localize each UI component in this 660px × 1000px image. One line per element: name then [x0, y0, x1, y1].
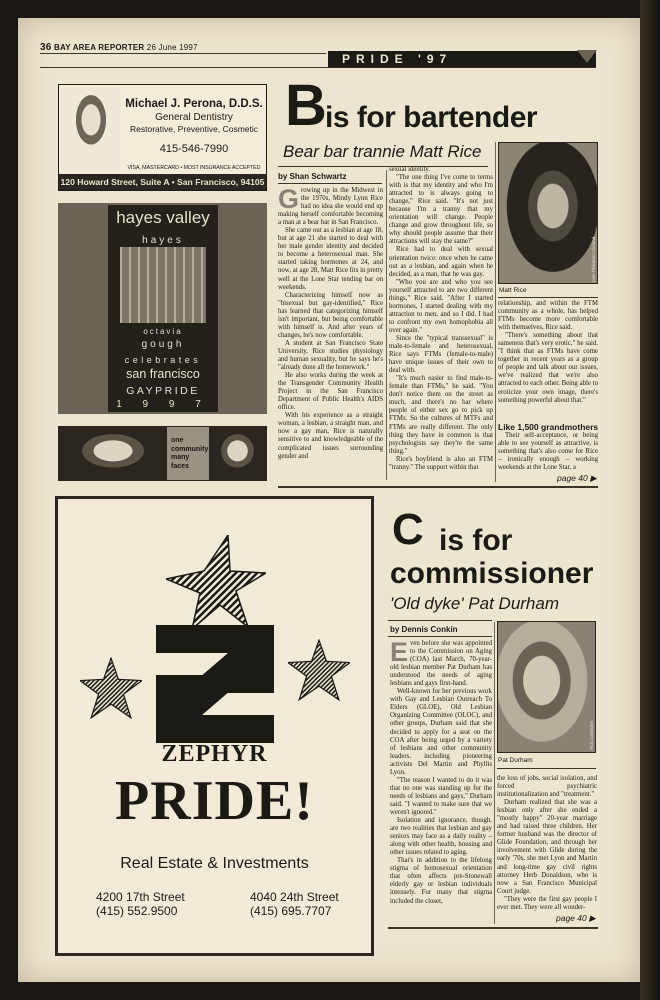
- bartender-subhead-2: Like 1,500 grandmothers: [498, 422, 599, 432]
- hayes-celebrates: celebrates: [124, 355, 202, 365]
- commissioner-paragraph: That's in addition to the lifelong stigma of homosexual orientation that often affects pre-Stonewall elderly gay or lesbian individuals intensely. For many that stigma included the closet,: [390, 857, 492, 905]
- bartender-paragraph: He also works during the week at the Transgender Community Health Project in the San Francisco Department of Public Health's AIDS office.: [278, 372, 383, 412]
- bartender-paragraph: "It's much easier to find male-to-female than FTMs," he said. "You don't notice them on the street as much, and there's no bar where people of either sex go to pick up FTMs. So the cultures of MTFs and FTMs are really different. The only thing they have in common is that psychologists say they're the same thing.": [389, 375, 493, 455]
- bartender-byline: by Shan Schwartz: [278, 172, 347, 181]
- zephyr-address-2: 4040 24th Street: [250, 890, 339, 904]
- hayes-san-francisco: san francisco: [126, 367, 200, 381]
- bartender-column-3: [498, 300, 598, 420]
- commissioner-initial: C: [392, 505, 424, 554]
- section-rule: [278, 486, 598, 488]
- commissioner-headline-1: is for: [439, 524, 513, 557]
- commissioner-column-1: [390, 640, 492, 922]
- bartender-paragraph: A student at San Francisco State University, Rice studies physiology and human sexuality, but he says he's "already done all the homework.": [278, 339, 383, 372]
- bartender-paragraph: sexual identity.: [389, 166, 431, 173]
- hayes-year: 1 9 9 7: [116, 399, 210, 410]
- photo-credit: Rick Gerharter: [589, 720, 594, 750]
- column-divider: [386, 170, 387, 480]
- zephyr-headline: PRIDE!: [115, 770, 314, 832]
- issue-date: 26 June 1997: [146, 43, 198, 52]
- publication-name: BAY AREA REPORTER: [53, 43, 145, 52]
- zephyr-phone-2: (415) 695.7707: [250, 904, 332, 918]
- star-icon: [166, 535, 266, 631]
- caption-rule: [498, 297, 598, 298]
- zephyr-ad: [55, 496, 374, 956]
- bartender-paragraph: rowing up in the Midwest in the 1970s, Mindy Lynn Rice had no idea she would end up making herself comfortable becoming a man at a bear bar in San Francisco.: [278, 187, 383, 227]
- column-divider: [494, 622, 495, 924]
- commissioner-rule: [388, 620, 492, 621]
- dentist-specialty: General Dentistry: [155, 112, 233, 123]
- dentist-phone: 415-546-7990: [159, 143, 229, 155]
- bartender-headline: is for bartender: [325, 101, 538, 134]
- hayes-valley-title: hayes valley: [116, 208, 210, 227]
- photo-caption: Pat Durham: [498, 757, 533, 764]
- community-faces-ad: [58, 426, 267, 481]
- faces-photo-left: [59, 427, 167, 480]
- bartender-paragraph: Their self-acceptance, or being able to see yourself as attractive, is something that's also come for Rice – ironically enough – working weekends at the Lone Star, a: [498, 432, 598, 472]
- faces-line-4: faces: [171, 462, 189, 470]
- caption-rule: [497, 768, 596, 769]
- faces-photo-right: [209, 427, 266, 480]
- bartender-paragraph: relationship, and within the FTM community as a whole, has helped FTMs become more comfortable with themselves, Rice said.: [498, 300, 598, 332]
- bartender-initial: B: [285, 73, 327, 138]
- hayes-valley-poster: [108, 205, 218, 412]
- commissioner-column-2: [497, 775, 597, 911]
- commissioner-paragraph: Isolation and ignorance, though, are two realities that lesbian and gay seniors may face as a daily reality – along with other health, housing and other issues related to aging.: [390, 817, 492, 857]
- street-gough: gough: [141, 339, 185, 350]
- commissioner-paragraph: the loss of jobs, social isolation, and forced psychiatric institutionalization and "treatment.": [497, 775, 597, 799]
- street-octavia: octavia: [143, 327, 183, 336]
- page-number: 36: [40, 42, 52, 53]
- photo-caption: Matt Rice: [499, 287, 527, 294]
- bartender-paragraph: Rice's boyfriend is also an FTM "tranny." The support within that: [389, 455, 493, 471]
- dentist-name: Michael J. Perona, D.D.S.: [125, 98, 263, 110]
- header-bottom-rule: [40, 67, 596, 68]
- header-rule: [40, 53, 326, 54]
- zephyr-brand: ZEPHYR: [161, 741, 268, 767]
- commissioner-dropcap: E: [390, 640, 409, 667]
- bartender-paragraph: "The one thing I've come to terms with is that my identity and who I'm attracted to is always going to change," Rice said. "It's not just because I'm a tranny that my orientation will change. People change and grow throughout life, so why should people assume that their attractions will stay the same?": [389, 174, 493, 246]
- commissioner-paragraph: "They were the first gay people I ever met. They were all wonder-: [497, 895, 597, 911]
- bartender-column-3b: [498, 432, 598, 472]
- photo-credit: Jane Philomen Cleland: [591, 236, 596, 283]
- bartender-paragraph: Characterizing himself now as "bisexual but gay-identified," Rice has learned that categorizing himself isn't important, but being comfortable with himself is. And after years of changes, he's now comfortable.: [278, 291, 383, 339]
- bartender-dropcap: G: [278, 187, 300, 214]
- bartender-column-2: [389, 166, 493, 481]
- star-icon: [80, 657, 142, 719]
- map-graphic: [120, 247, 206, 323]
- bartender-column-1: [278, 187, 383, 481]
- community-faces-text: [171, 437, 208, 471]
- zephyr-logo: [156, 625, 274, 743]
- hayes-valley-ad: [58, 203, 267, 414]
- bartender-paragraph: She came out as a lesbian at age 18, but at age 21 she started to deal with her male gender identity and decided to become a heterosexual man. She started taking hormones at 24, and now, at age 28, Matt Rice fits in pretty well at the Lone Star tending bar on weekends.: [278, 227, 383, 291]
- commissioner-byline-rule: [388, 636, 492, 637]
- faces-line-2: community: [171, 445, 209, 453]
- bartender-byline-rule: [278, 183, 382, 184]
- page-header: [40, 42, 198, 53]
- bartender-paragraph: Rice had to deal with sexual orientation twice: once when he came out as a lesbian, and again when he decided, as a man, that he was gay.: [389, 246, 493, 278]
- dentist-ad: [58, 84, 267, 191]
- commissioner-continued: page 40 ▶: [556, 913, 596, 923]
- section-banner: PRIDE '97: [328, 51, 596, 67]
- bartender-paragraph: Since the "typical transsexual" is male-to-female and heterosexual, Rice says FTMs (female-to-male) have unique issues of their own to deal with.: [389, 334, 493, 375]
- dentist-payment: VISA, MASTERCARD • MOST INSURANCE ACCEPTED: [127, 165, 261, 171]
- hayes-gaypride: GAYPRIDE: [126, 385, 200, 397]
- bartender-paragraph: "Who you are and who you see yourself attracted to are two different things," Rice said. "After I started hormones, I started dealing with my attraction to men, and so I did. I had to confront my own homophobia all over again.": [389, 278, 493, 334]
- commissioner-paragraph: "The reason I wanted to do it was that no one was standing up for the needs of lesbians and gays," Durham said. "I wanted to make sure that we weren't ignored.": [390, 776, 492, 816]
- matt-rice-photo: [498, 142, 598, 284]
- commissioner-paragraph: Well-known for her previous work with Gay and Lesbian Outreach To Elders (GLOE), Old Lesbian Organizing Committee (OLOC), and other groups, Durham said that she decided to apply for a seat on the COA after being urged by a variety of lesbians and other community leaders, including pioneering activists Del Martin and Phyllis Lyon.: [390, 688, 492, 776]
- bartender-subhead: Bear bar trannie Matt Rice: [283, 142, 482, 161]
- commissioner-byline: by Dennis Conkin: [390, 625, 458, 634]
- page-edge: [640, 0, 660, 1000]
- star-icon: [288, 639, 350, 701]
- zephyr-tagline: Real Estate & Investments: [120, 855, 309, 872]
- zephyr-address-1: 4200 17th Street: [96, 890, 185, 904]
- dentist-address: 120 Howard Street, Suite A • San Francisco, 94105: [59, 174, 266, 190]
- commissioner-paragraph: ven before she was appointed to the Commission on Aging (COA) last March, 70-year-old lesbian member Pat Durham has understood the needs of aging lesbians and gays first-hand.: [390, 640, 492, 688]
- dentist-services: Restorative, Preventive, Cosmetic: [129, 124, 259, 134]
- bartender-paragraph: "There's something about that sameness that's very erotic," he said. "I think that as FTMs have come together in recent years as a group of people and talk about our issues, we've realized that we're also attracted to each other. Being able to eroticize your own image, there's something powerful about that.": [498, 332, 598, 404]
- zephyr-office-1: [96, 890, 185, 918]
- commissioner-paragraph: Durham realized that she was a lesbian only after she ended a "mostly happy" 20-year marriage and had raised three children. Her former husband was the director of Glide Foundation, and through her involvement with Glide during the early '70s, she met Lyon and Martin and long-time gay civil rights attorney Herb Donaldson, who is now a San Francisco Municipal Court judge.: [497, 799, 597, 895]
- zephyr-office-2: [250, 890, 339, 918]
- pat-durham-photo: [497, 621, 596, 753]
- bartender-continued: page 40 ▶: [557, 473, 597, 483]
- commissioner-headline-2: commissioner: [390, 557, 594, 590]
- street-hayes: hayes: [142, 235, 184, 246]
- faces-line-1: one: [171, 437, 184, 444]
- faces-line-3: many: [171, 454, 190, 461]
- column-divider: [495, 142, 496, 482]
- bartender-paragraph: With his experience as a straight woman, a lesbian, a straight man, and now a gay man, Rice is naturally sensitive to and knowledgeable of the complicated issues surrounding gender and: [278, 412, 383, 460]
- bottom-rule: [388, 927, 598, 929]
- zephyr-phone-1: (415) 552.9500: [96, 904, 178, 918]
- banner-triangle-icon: [577, 50, 597, 63]
- dentist-photo: [61, 87, 121, 169]
- commissioner-subhead: 'Old dyke' Pat Durham: [390, 594, 560, 613]
